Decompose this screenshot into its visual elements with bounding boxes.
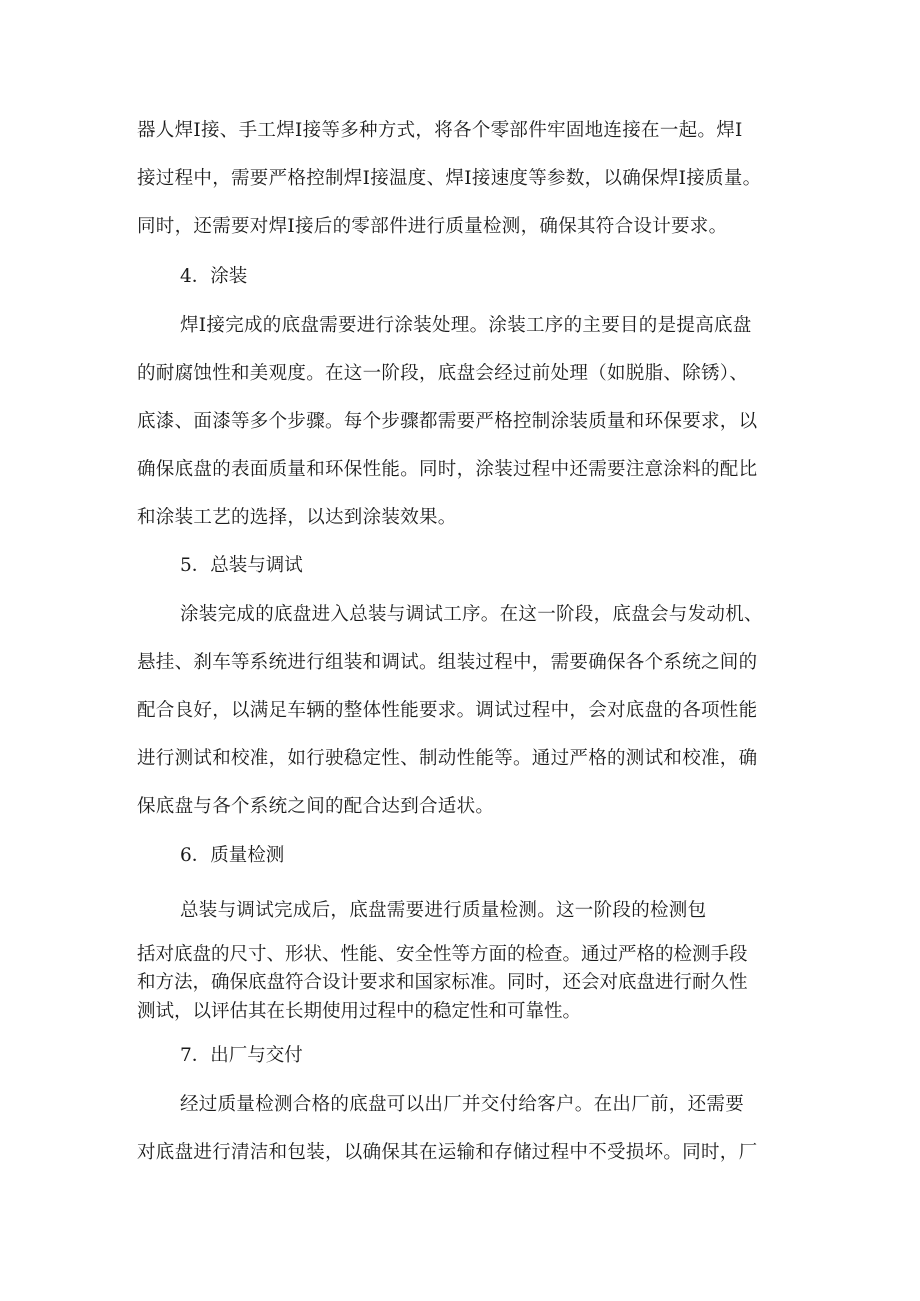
paragraph-quality-line-4: 测试，以评估其在长期使用过程中的稳定性和可靠性。 (137, 1001, 582, 1022)
paragraph-weld-line-1: 器人焊I接、手工焊I接等多种方式，将各个零部件牢固地连接在一起。焊I (137, 120, 743, 141)
paragraph-quality-line-2: 括对底盘的尺寸、形状、性能、安全性等方面的检查。通过严格的检测手段 (137, 944, 748, 965)
paragraph-assembly-line-1: 涂装完成的底盘进入总装与调试工序。在这一阶段，底盘会与发动机、 (180, 604, 763, 625)
paragraph-quality-line-3: 和方法，确保底盘符合设计要求和国家标准。同时，还会对底盘进行耐久性 (137, 972, 748, 993)
section-heading-painting: 4．涂装 (180, 266, 248, 287)
paragraph-assembly-line-4: 进行测试和校准，如行驶稳定性、制动性能等。通过严格的测试和校准，确 (137, 748, 758, 769)
paragraph-weld-line-3: 同时，还需要对焊I接后的零部件进行质量检测，确保其符合设计要求。 (137, 216, 728, 237)
section-heading-assembly: 5．总装与调试 (180, 555, 303, 576)
paragraph-assembly-line-5: 保底盘与各个系统之间的配合达到合适状。 (137, 796, 495, 817)
paragraph-assembly-line-3: 配合良好，以满足车辆的整体性能要求。调试过程中，会对底盘的各项性能 (137, 700, 758, 721)
paragraph-quality-line-1: 总装与调试完成后，底盘需要进行质量检测。这一阶段的检测包 (180, 900, 707, 921)
paragraph-delivery-line-2: 对底盘进行清洁和包装，以确保其在运输和存储过程中不受损坏。同时，厂 (137, 1142, 758, 1163)
paragraph-paint-line-3: 底漆、面漆等多个步骤。每个步骤都需要严格控制涂装质量和环保要求，以 (137, 411, 758, 432)
paragraph-weld-line-2: 接过程中，需要严格控制焊I接温度、焊I接速度等参数，以确保焊I接质量。 (137, 168, 762, 189)
paragraph-paint-line-4: 确保底盘的表面质量和环保性能。同时，涂装过程中还需要注意涂料的配比 (137, 459, 758, 480)
paragraph-assembly-line-2: 悬挂、刹车等系统进行组装和调试。组装过程中，需要确保各个系统之间的 (137, 652, 758, 673)
paragraph-paint-line-5: 和涂装工艺的选择，以达到涂装效果。 (137, 507, 457, 528)
section-heading-quality: 6．质量检测 (180, 845, 285, 866)
paragraph-delivery-line-1: 经过质量检测合格的底盘可以出厂并交付给客户。在出厂前，还需要 (180, 1094, 745, 1115)
paragraph-paint-line-2: 的耐腐蚀性和美观度。在这一阶段，底盘会经过前处理（如脱脂、除锈）、 (137, 363, 749, 384)
section-heading-delivery: 7．出厂与交付 (180, 1045, 303, 1066)
paragraph-paint-line-1: 焊I接完成的底盘需要进行涂装处理。涂装工序的主要目的是提高底盘 (180, 315, 752, 336)
